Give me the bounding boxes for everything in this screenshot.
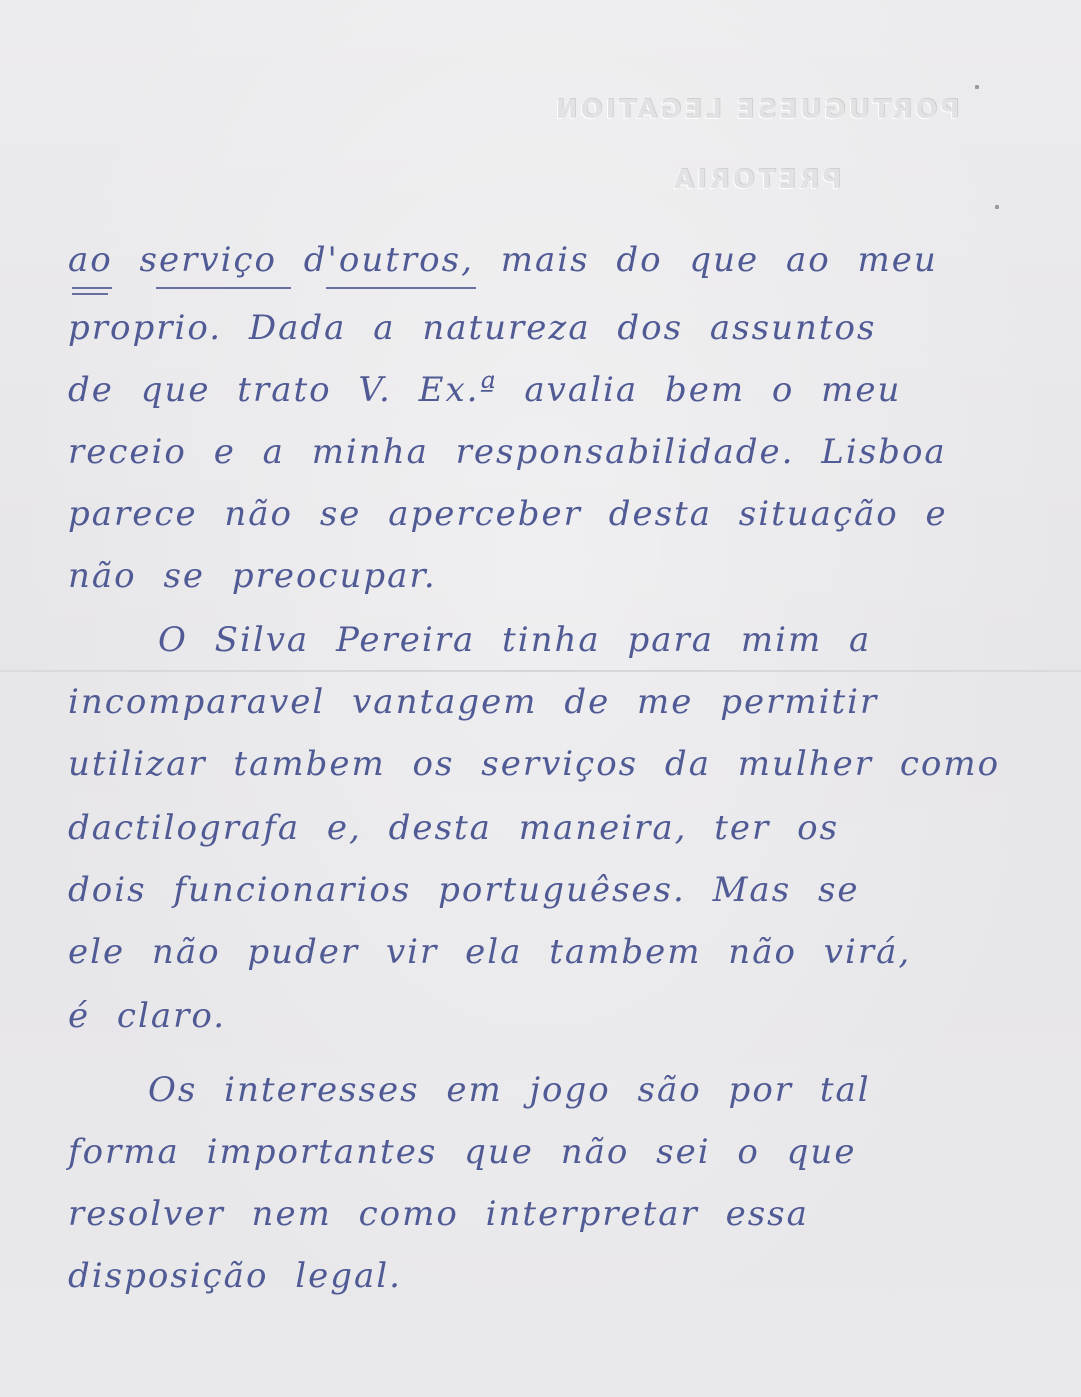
letter-line: forma importantes que não sei o que (68, 1132, 857, 1172)
underline-mark (156, 287, 291, 289)
letterhead-line-2: PRETORIA (670, 165, 842, 195)
letter-line: parece não se aperceber desta situação e (68, 494, 948, 534)
page-fold (0, 670, 1081, 672)
letter-line: dactilografa e, desta maneira, ter os (68, 808, 840, 848)
letter-line: não se preocupar. (68, 556, 437, 596)
underline-mark (72, 287, 112, 289)
letter-line: ao serviço d'outros, mais do que ao meu (68, 240, 938, 280)
letter-line: utilizar tambem os serviços da mulher como (68, 744, 1001, 784)
letter-line: disposição legal. (68, 1256, 402, 1296)
paper-mark (975, 85, 979, 89)
underline-mark (326, 287, 476, 289)
letter-line: dois funcionarios portuguêses. Mas se (68, 870, 860, 910)
letter-line: Os interesses em jogo são por tal (148, 1070, 871, 1110)
letter-line: receio e a minha responsabilidade. Lisboa (68, 432, 947, 472)
underline-mark (72, 293, 108, 295)
letter-line: resolver nem como interpretar essa (68, 1194, 809, 1234)
letter-line: de que trato V. Ex.ª avalia bem o meu (68, 370, 902, 410)
letterhead-line-1: PORTUGUESE LEGATION (552, 95, 960, 125)
letter-line: é claro. (68, 996, 227, 1036)
embossed-letterhead (546, 95, 966, 195)
letter-line: proprio. Dada a natureza dos assuntos (68, 308, 877, 348)
paper-mark (995, 205, 999, 209)
letter-line: O Silva Pereira tinha para mim a (158, 620, 872, 660)
letter-line: ele não puder vir ela tambem não virá, (68, 932, 912, 972)
letter-line: incomparavel vantagem de me permitir (68, 682, 879, 722)
